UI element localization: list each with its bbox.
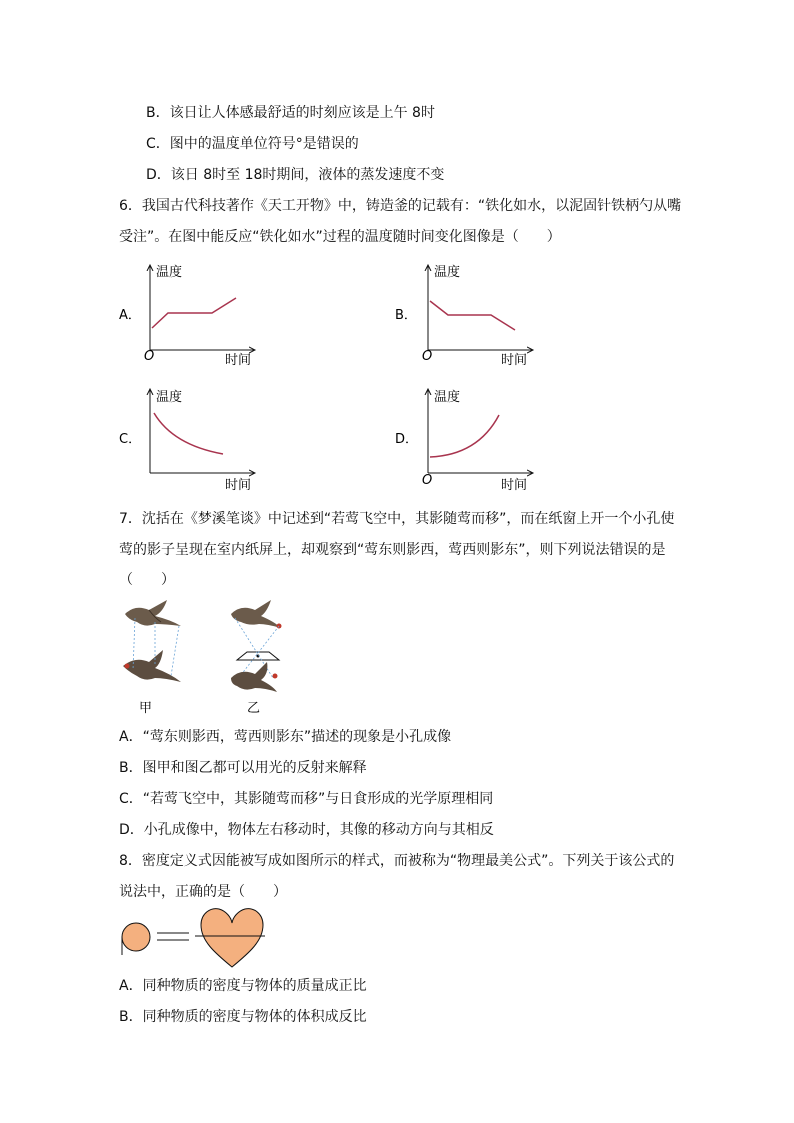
graph-b-ylabel: 温度 (434, 265, 461, 280)
graph-b-xlabel: 时间 (501, 353, 528, 368)
q8-option-b: B．同种物质的密度与物体的体积成反比 (119, 1009, 367, 1025)
graph-a-xlabel: 时间 (225, 353, 252, 368)
figure-jia-label: 甲 (139, 701, 153, 716)
q7-stem-line2: 莺的影子呈现在室内纸屏上，却观察到“莺东则影西，莺西则影东”，则下列说法错误的是 (119, 542, 666, 558)
q6-stem-line2: 受注”。在图中能反应“铁化如水”过程的温度随时间变化图像是（ ） (119, 229, 561, 245)
graph-c-curve (154, 413, 223, 454)
density-formula-svg (115, 905, 275, 971)
q5-option-b: B．该日让人体感最舒适的时刻应该是上午 8时 (146, 105, 435, 121)
rho-circle-icon (122, 923, 150, 951)
heart-icon (201, 909, 263, 967)
q5-option-d: D．该日 8时至 18时期间，液体的蒸发速度不变 (146, 167, 445, 183)
graph-d-origin: O (422, 473, 433, 488)
bird-icon (125, 600, 181, 626)
graph-b (393, 260, 543, 370)
graph-b-label: B． (395, 308, 417, 323)
graph-a-svg (115, 260, 265, 370)
graph-d-curve (430, 415, 499, 457)
q7-stem-line3: （ ） (119, 572, 175, 588)
graph-d (393, 385, 543, 495)
q8-stem-line1: 8．密度定义式因能被写成如图所示的样式，而被称为“物理最美公式”。下列关于该公式的 (119, 853, 675, 869)
graph-a-ylabel: 温度 (156, 265, 183, 280)
graph-c-label: C． (119, 432, 142, 447)
q7-option-d: D．小孔成像中，物体左右移动时，其像的移动方向与其相反 (119, 822, 494, 838)
graph-d-xlabel: 时间 (501, 478, 528, 493)
graph-a-label: A． (119, 308, 141, 323)
q8-stem-line2: 说法中，正确的是（ ） (119, 884, 287, 900)
q7-option-c: C．“若莺飞空中，其影随莺而移”与日食形成的光学原理相同 (119, 791, 494, 807)
birds-figure (115, 596, 295, 716)
graph-c-svg (115, 385, 265, 495)
q7-option-a: A．“莺东则影西，莺西则影东”描述的现象是小孔成像 (119, 729, 452, 745)
graph-d-svg (393, 385, 543, 495)
graph-d-label: D． (395, 432, 419, 447)
graph-b-curve (430, 301, 515, 330)
q6-stem-line1: 6．我国古代科技著作《天工开物》中，铸造釜的记载有：“铁化如水，以泥固针铁柄勺从嘴 (119, 198, 682, 214)
graph-b-svg (393, 260, 543, 370)
q7-option-b: B．图甲和图乙都可以用光的反射来解释 (119, 760, 367, 776)
q5-option-c: C．图中的温度单位符号°是错误的 (146, 136, 359, 152)
density-formula-figure (115, 905, 275, 971)
birds-svg (115, 596, 295, 716)
graph-a (115, 260, 265, 370)
graph-a-origin: O (144, 349, 155, 364)
graph-d-ylabel: 温度 (434, 390, 461, 405)
graph-a-curve (152, 298, 236, 328)
q8-option-a: A．同种物质的密度与物体的质量成正比 (119, 978, 367, 994)
bird-icon (231, 600, 282, 629)
graph-c (115, 385, 265, 495)
figure-yi-label: 乙 (247, 701, 261, 716)
q7-stem-line1: 7．沈括在《梦溪笔谈》中记述到“若莺飞空中，其影随莺而移”，而在纸窗上开一个小孔使 (119, 511, 675, 527)
bird-image-icon (231, 662, 278, 692)
graph-c-ylabel: 温度 (156, 390, 183, 405)
graph-b-origin: O (422, 349, 433, 364)
graph-c-xlabel: 时间 (225, 478, 252, 493)
